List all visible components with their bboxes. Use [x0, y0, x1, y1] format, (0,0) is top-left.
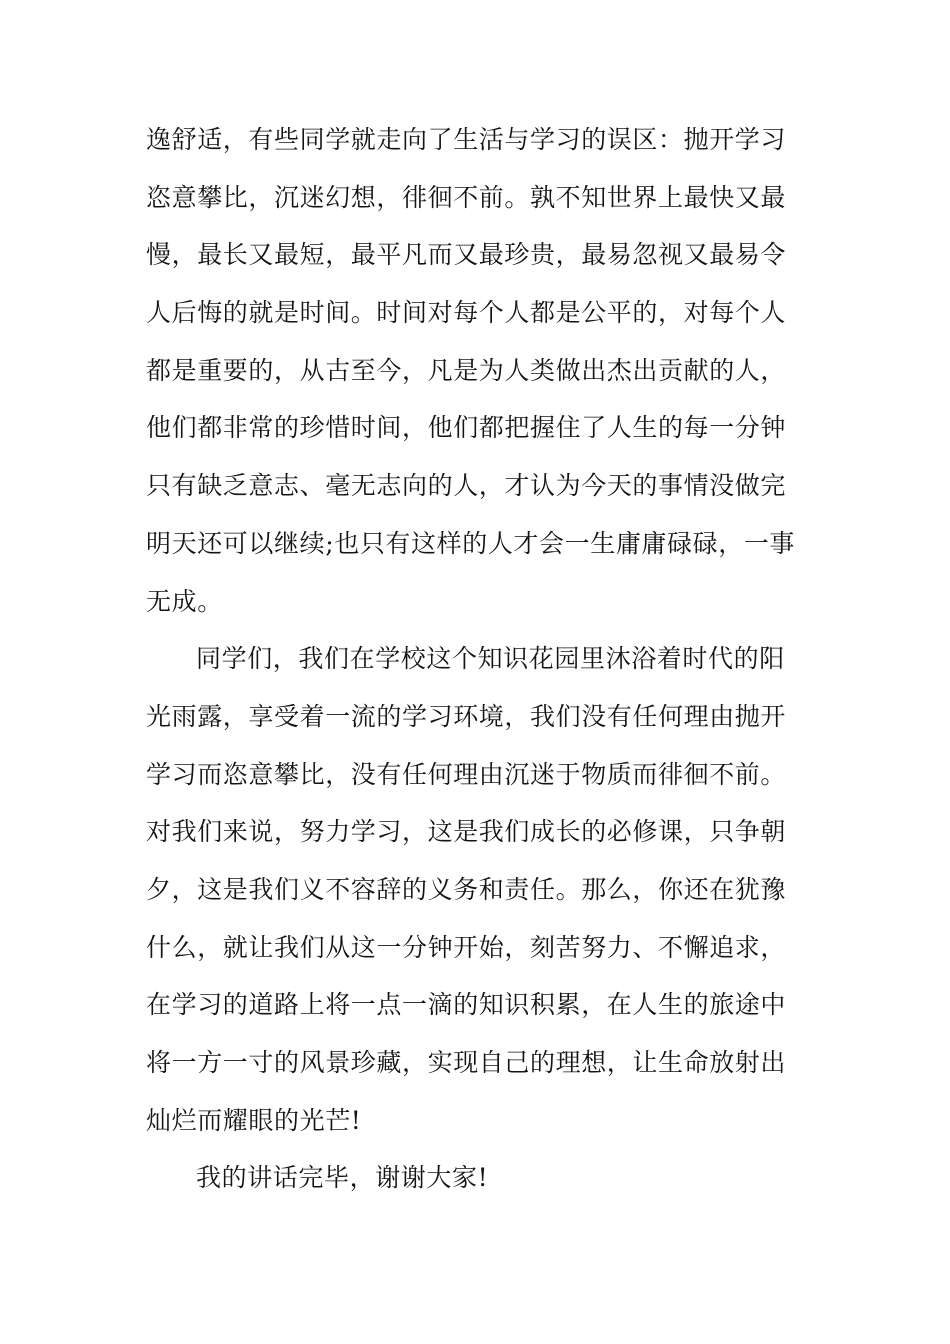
text-line: 人后悔的就是时间。时间对每个人都是公平的，对每个人	[146, 298, 787, 328]
text-line: 明天还可以继续;也只有这样的人才会一生庸庸碌碌，一事	[146, 528, 796, 558]
text-line: 在学习的道路上将一点一滴的知识积累，在人生的旅途中	[146, 990, 787, 1020]
text-line: 慢，最长又最短，最平凡而又最珍贵，最易忽视又最易令	[146, 240, 787, 270]
text-line: 逸舒适，有些同学就走向了生活与学习的误区：抛开学习	[146, 125, 787, 154]
text-line: 光雨露，享受着一流的学习环境，我们没有任何理由抛开	[146, 701, 787, 731]
text-line: 夕，这是我们义不容辞的义务和责任。那么，你还在犹豫	[146, 874, 787, 904]
text-line: 他们都非常的珍惜时间，他们都把握住了人生的每一分钟	[146, 413, 787, 443]
text-line: 将一方一寸的风景珍藏，实现自己的理想，让生命放射出	[146, 1048, 787, 1077]
text-line: 灿烂而耀眼的光芒!	[146, 1105, 362, 1135]
text-line: 学习而恣意攀比，没有任何理由沉迷于物质而徘徊不前。	[146, 759, 787, 789]
text-line: 只有缺乏意志、毫无志向的人，才认为今天的事情没做完	[146, 471, 787, 501]
closing-line: 我的讲话完毕，谢谢大家!	[196, 1163, 489, 1193]
text-line: 什么，就让我们从这一分钟开始，刻苦努力、不懈追求，	[146, 932, 787, 962]
paragraph-start-line: 同学们，我们在学校这个知识花园里沐浴着时代的阳	[196, 644, 785, 674]
speech-text	[146, 111, 808, 1207]
text-line: 都是重要的，从古至今，凡是为人类做出杰出贡献的人，	[146, 355, 787, 385]
text-line: 对我们来说，努力学习，这是我们成长的必修课，只争朝	[146, 817, 787, 847]
text-line: 无成。	[146, 586, 223, 616]
text-line: 恣意攀比，沉迷幻想，徘徊不前。孰不知世界上最快又最	[146, 182, 787, 212]
